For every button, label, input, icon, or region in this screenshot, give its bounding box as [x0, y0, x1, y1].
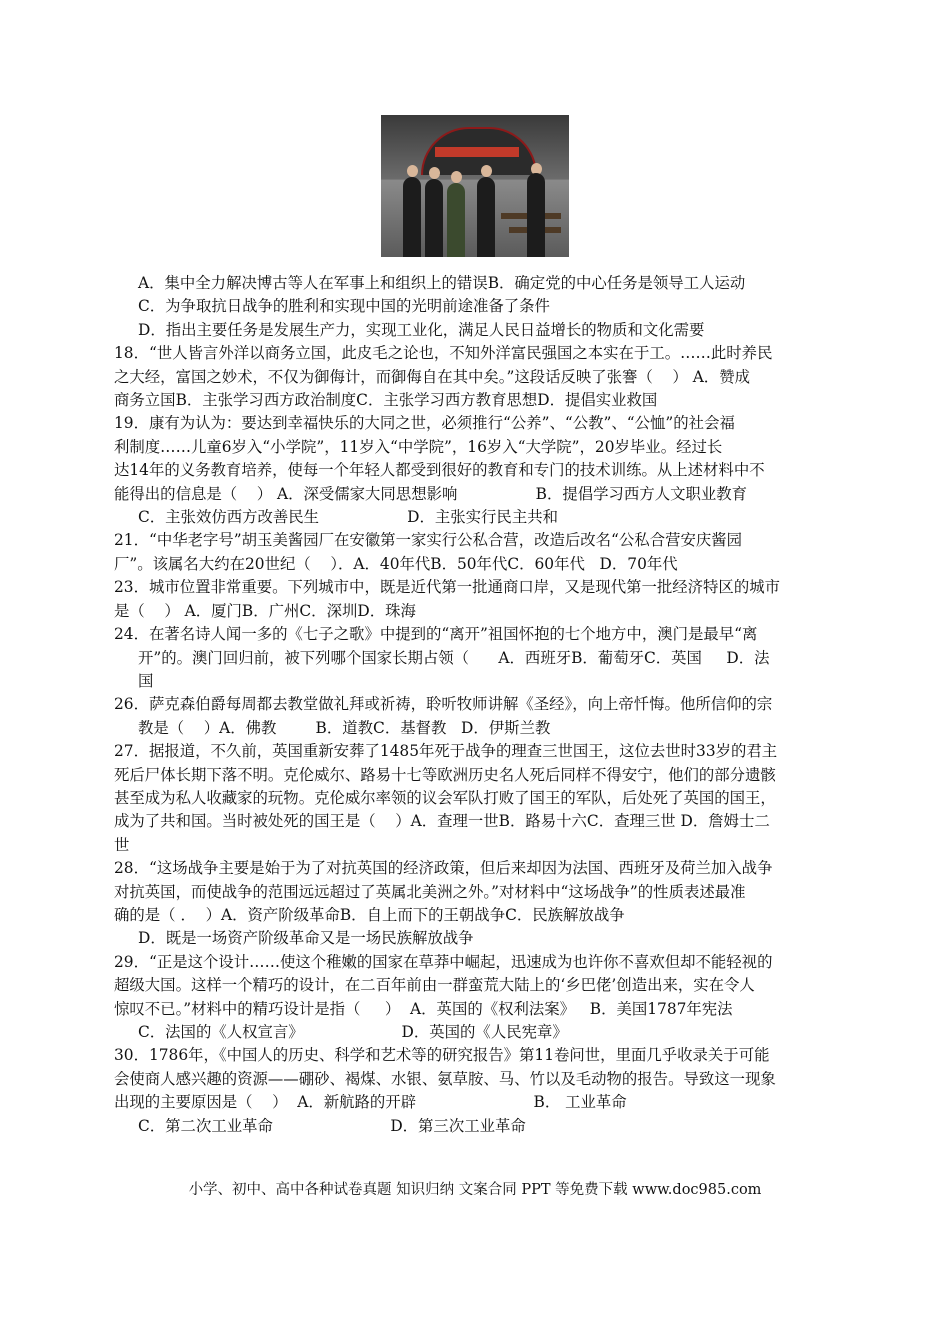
- text-line: 教是（ ）A．佛教 B．道教C．基督教 D．伊斯兰教: [138, 718, 551, 737]
- person-head: [407, 165, 418, 177]
- text-line: 24．在著名诗人闻一多的《七子之歌》中提到的“离开”祖国怀抱的七个地方中，澳门是最早“离: [114, 625, 758, 644]
- text-line: 商务立国B．主张学习西方政治制度C．主张学习西方教育思想D．提倡实业救国: [114, 391, 658, 410]
- person-figure: [403, 177, 421, 257]
- text-line: 超级大国。这样一个精巧的设计，在二百年前由一群蛮荒大陆上的‘乡巴佬’创造出来，实在令人: [114, 976, 755, 995]
- text-line: 能得出的信息是（ ） A．深受儒家大同思想影响 B．提倡学习西方人文职业教育: [114, 484, 748, 503]
- text-line: 18．“世人皆言外洋以商务立国，此皮毛之论也，不知外洋富民强国之本实在于工。……此时养民: [114, 344, 773, 363]
- text-line: D．指出主要任务是发展生产力，实现工业化，满足人民日益增长的物质和文化需要: [138, 320, 705, 339]
- text-line: 国: [138, 671, 154, 690]
- text-line: 成为了共和国。当时被处死的国王是（ ）A．查理一世B．路易十六C．查理三世 D．詹姆士二: [114, 812, 770, 831]
- text-line: 对抗英国，而使战争的范围远远超过了英属北美洲之外。”对材料中“这场战争”的性质表述最准: [114, 882, 746, 901]
- person-head: [451, 171, 462, 183]
- person-figure: [527, 173, 545, 257]
- text-line: 厂”。该属名大约在20世纪（ ）．A．40年代B．50年代C．60年代 D．70年代: [114, 554, 678, 573]
- meeting-hall-photo: [381, 115, 569, 257]
- person-figure: [425, 179, 443, 257]
- text-line: 利制度……儿童6岁入“小学院”，11岁入“中学院”，16岁入“大学院”，20岁毕业。经过长: [114, 437, 723, 456]
- person-head: [481, 165, 492, 177]
- text-line: 是（ ） A．厦门B．广州C．深圳D．珠海: [114, 601, 416, 620]
- text-line: 达14年的义务教育培养，使每一个年轻人都受到很好的教育和专门的技术训练。从上述材料中不: [114, 461, 765, 480]
- text-line: 会使商人感兴趣的资源——硼砂、褐煤、水银、氨草胺、马、竹以及毛动物的报告。导致这一现象: [114, 1069, 776, 1088]
- text-line: 21．“中华老字号”胡玉美酱园厂在安徽第一家实行公私合营，改造后改名“公私合营安庆酱园: [114, 531, 743, 550]
- exam-questions: [114, 272, 839, 1138]
- red-banner: [435, 147, 519, 157]
- person-figure: [447, 183, 465, 257]
- text-line: C．主张效仿西方改善民生 D．主张实行民主共和: [138, 508, 558, 527]
- text-line: C．为争取抗日战争的胜利和实现中国的光明前途准备了条件: [138, 297, 550, 316]
- text-line: A．集中全力解决博古等人在军事上和组织上的错误B．确定党的中心任务是领导工人运动: [138, 274, 746, 292]
- text-line: 19．康有为认为：要达到幸福快乐的大同之世，必须推行“公养”、“公教”、“公恤”的社会福: [114, 414, 735, 433]
- text-line: 23．城市位置非常重要。下列城市中，既是近代第一批通商口岸，又是现代第一批经济特区的城市: [114, 578, 780, 597]
- text-line: 出现的主要原因是（ ） A．新航路的开辟 B． 工业革命: [114, 1093, 627, 1112]
- footer-download-note: 小学、初中、高中各种试卷真题 知识归纳 文案合同 PPT 等免费下载 www.doc985.com: [188, 1182, 762, 1198]
- text-line: 世: [114, 835, 130, 854]
- person-figure: [477, 177, 495, 257]
- text-line: 之大经，富国之妙术，不仅为御侮计，而御侮自在其中矣。”这段话反映了张謇（ ） A．赞成: [114, 367, 750, 386]
- text-line: 26．萨克森伯爵每周都去教堂做礼拜或祈祷，聆听牧师讲解《圣经》，向上帝忏悔。他所信仰的宗: [114, 695, 773, 714]
- text-line: 死后尸体长期下落不明。克伦威尔、路易十七等欧洲历史名人死后同样不得安宁，他们的部分遗骸: [114, 765, 776, 784]
- text-line: 开”的。澳门回归前，被下列哪个国家长期占领（ A．西班牙B．葡萄牙C．英国 D．法: [138, 648, 770, 667]
- text-line: 惊叹不已。”材料中的精巧设计是指（ ） A．英国的《权利法案》 B．美国1787年宪法: [114, 999, 733, 1018]
- person-head: [429, 167, 440, 179]
- text-line: 甚至成为私人收藏家的玩物。克伦威尔率领的议会军队打败了国王的军队，后处死了英国的国王，: [114, 788, 776, 807]
- text-line: 确的是（ ． ）A．资产阶级革命B．自上而下的王朝战争C．民族解放战争: [114, 905, 625, 924]
- text-line: C．法国的《人权宣言》 D．英国的《人民宪章》: [138, 1023, 568, 1041]
- text-line: D．既是一场资产阶级革命又是一场民族解放战争: [138, 929, 474, 948]
- text-line: C．第二次工业革命 D．第三次工业革命: [138, 1116, 526, 1135]
- text-line: 29．“正是这个设计……使这个稚嫩的国家在草莽中崛起，迅速成为也许你不喜欢但却不能轻视的: [114, 952, 773, 971]
- text-line: 28．“这场战争主要是始于为了对抗英国的经济政策，但后来却因为法国、西班牙及荷兰加入战争: [114, 859, 773, 878]
- text-line: 30．1786年，《中国人的历史、科学和艺术等的研究报告》第11卷问世，里面几乎收录关于可能: [114, 1046, 770, 1065]
- text-line: 27．据报道，不久前，英国重新安葬了1485年死于战争的理查三世国王，这位去世时33岁的君主: [114, 742, 778, 761]
